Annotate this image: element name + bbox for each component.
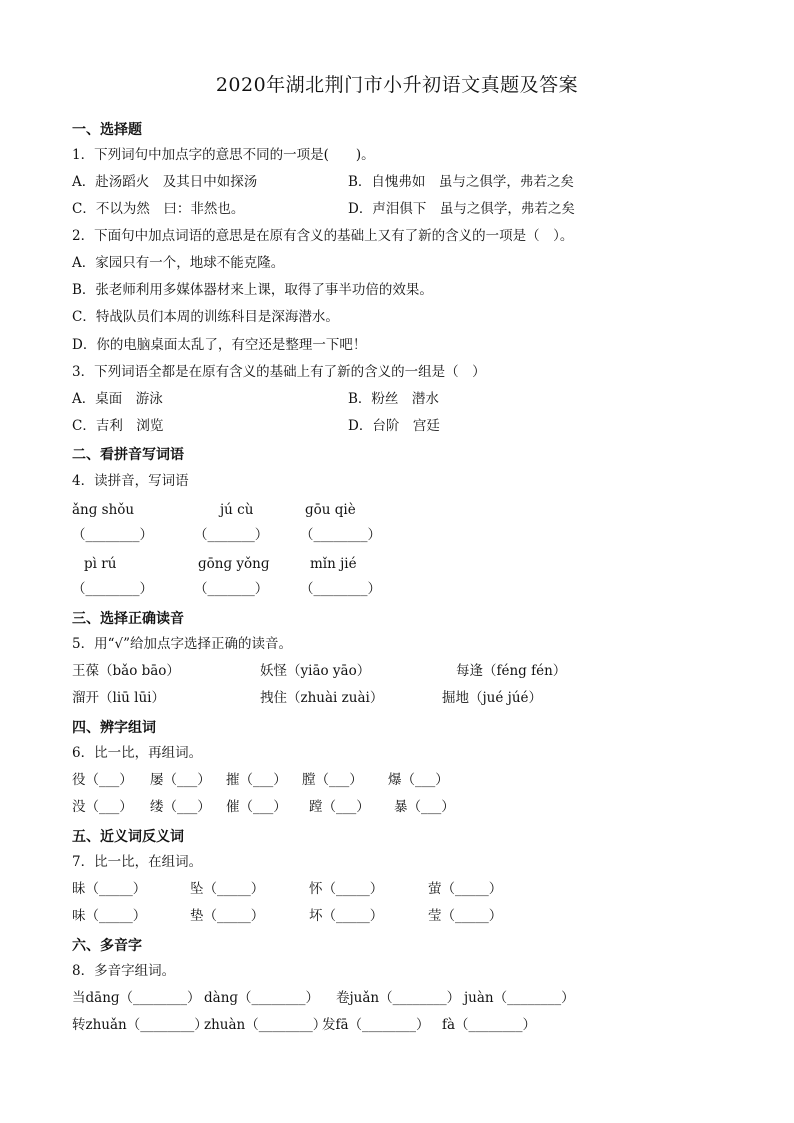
section-heading-synonyms: 五、近义词反义词	[72, 829, 184, 845]
q8-r2-item: 转zhuǎn（________）	[72, 1017, 208, 1033]
q3-option-d: D．台阶 宫廷	[348, 418, 440, 434]
q7-r2-item: 坏（_____）	[309, 908, 384, 924]
q4-stem: 4．读拼音，写词语	[72, 473, 189, 489]
pinyin-1: ǎnɡ shǒu	[72, 502, 135, 518]
q1-option-a: A．赴汤蹈火 及其日中如探汤	[72, 174, 258, 190]
answer-blank-4[interactable]: （________）	[72, 581, 153, 597]
pinyin-3: ɡōu qiè	[305, 502, 356, 518]
q6-r2-item: 没（___）	[72, 799, 133, 815]
q6-r1-item: 摧（___）	[226, 772, 287, 788]
q8-r1-item: juàn（________）	[464, 990, 575, 1006]
pinyin-6: mǐn jié	[310, 556, 357, 572]
answer-blank-2[interactable]: （_______）	[194, 527, 269, 543]
q6-r2-item: 缕（___）	[150, 799, 211, 815]
q7-r2-item: 垫（_____）	[190, 908, 265, 924]
q5-item-a: 王葆（bǎo bāo）	[72, 663, 180, 679]
q8-r1-item: 当dānɡ（________）	[72, 990, 201, 1006]
q7-r2-item: 莹（_____）	[428, 908, 503, 924]
q5-item-f: 掘地（jué júé）	[442, 690, 543, 706]
q7-r1-item: 怀（_____）	[309, 881, 384, 897]
q5-item-c: 每逢（féng fén）	[456, 663, 567, 679]
q6-r2-item: 暴（___）	[394, 799, 455, 815]
q5-item-d: 溜开（liū lūi）	[72, 690, 165, 706]
q5-stem: 5．用“√”给加点字选择正确的读音。	[72, 636, 292, 652]
answer-blank-3[interactable]: （________）	[300, 527, 381, 543]
q3-option-b: B．粉丝 潜水	[348, 391, 439, 407]
q1-stem: 1．下列词句中加点字的意思不同的一项是( )。	[72, 147, 375, 163]
q6-r2-item: 蹚（___）	[309, 799, 370, 815]
q5-item-b: 妖怪（yiāo yāo）	[260, 663, 371, 679]
answer-blank-1[interactable]: （________）	[72, 527, 153, 543]
pinyin-4: pì rú	[84, 556, 117, 572]
q1-option-b: B．自愧弗如 虽与之俱学，弗若之矣	[348, 174, 574, 190]
q6-stem: 6．比一比，再组词。	[72, 745, 203, 761]
q3-option-c: C．吉利 浏览	[72, 418, 164, 434]
section-heading-choice: 一、选择题	[72, 122, 142, 138]
q6-r1-item: 膛（___）	[302, 772, 363, 788]
q3-option-a: A．桌面 游泳	[72, 391, 163, 407]
answer-blank-6[interactable]: （________）	[300, 581, 381, 597]
q2-option-d: D．你的电脑桌面太乱了，有空还是整理一下吧！	[72, 337, 367, 353]
q7-r1-item: 昧（_____）	[72, 881, 147, 897]
q2-stem: 2．下面句中加点词语的意思是在原有含义的基础上又有了新的含义的一项是（ ）。	[72, 228, 574, 244]
q7-stem: 7．比一比，在组词。	[72, 854, 203, 870]
q7-r1-item: 坠（_____）	[190, 881, 265, 897]
q8-r1-item: 卷juǎn（________）	[336, 990, 461, 1006]
section-heading-pinyin: 二、看拼音写词语	[72, 447, 184, 463]
page-title: 2020年湖北荆门市小升初语文真题及答案	[215, 74, 579, 96]
q2-option-b: B．张老师利用多媒体器材来上课，取得了事半功倍的效果。	[72, 282, 433, 298]
q8-r2-item: zhuàn（________）	[204, 1017, 327, 1033]
q8-r2-item: 发fā（________）	[322, 1017, 430, 1033]
pinyin-2: jú cù	[220, 502, 254, 518]
q6-r1-item: 爆（___）	[388, 772, 449, 788]
q1-option-d: D．声泪俱下 虽与之俱学，弗若之矣	[348, 201, 575, 217]
q5-item-e: 拽住（zhuài zuài）	[260, 690, 384, 706]
q7-r2-item: 味（_____）	[72, 908, 147, 924]
q8-r2-item: fà（________）	[442, 1017, 537, 1033]
pinyin-5: ɡōnɡ yǒnɡ	[198, 556, 270, 572]
q2-option-c: C．特战队员们本周的训练科目是深海潜水。	[72, 309, 339, 325]
answer-blank-5[interactable]: （_______）	[194, 581, 269, 597]
q6-r1-item: 屡（___）	[150, 772, 211, 788]
section-heading-compare: 四、辨字组词	[72, 720, 156, 736]
q8-r1-item: dànɡ（________）	[204, 990, 320, 1006]
q1-option-c: C．不以为然 曰：非然也。	[72, 201, 245, 217]
q6-r1-item: 役（___）	[72, 772, 133, 788]
q7-r1-item: 萤（_____）	[428, 881, 503, 897]
section-heading-polyphone: 六、多音字	[72, 938, 142, 954]
section-heading-reading: 三、选择正确读音	[72, 611, 184, 627]
q3-stem: 3．下列词语全都是在原有含义的基础上有了新的含义的一组是（ ）	[72, 364, 486, 380]
q2-option-a: A．家园只有一个，地球不能克隆。	[72, 255, 285, 271]
q6-r2-item: 催（___）	[226, 799, 287, 815]
q8-stem: 8．多音字组词。	[72, 963, 176, 979]
